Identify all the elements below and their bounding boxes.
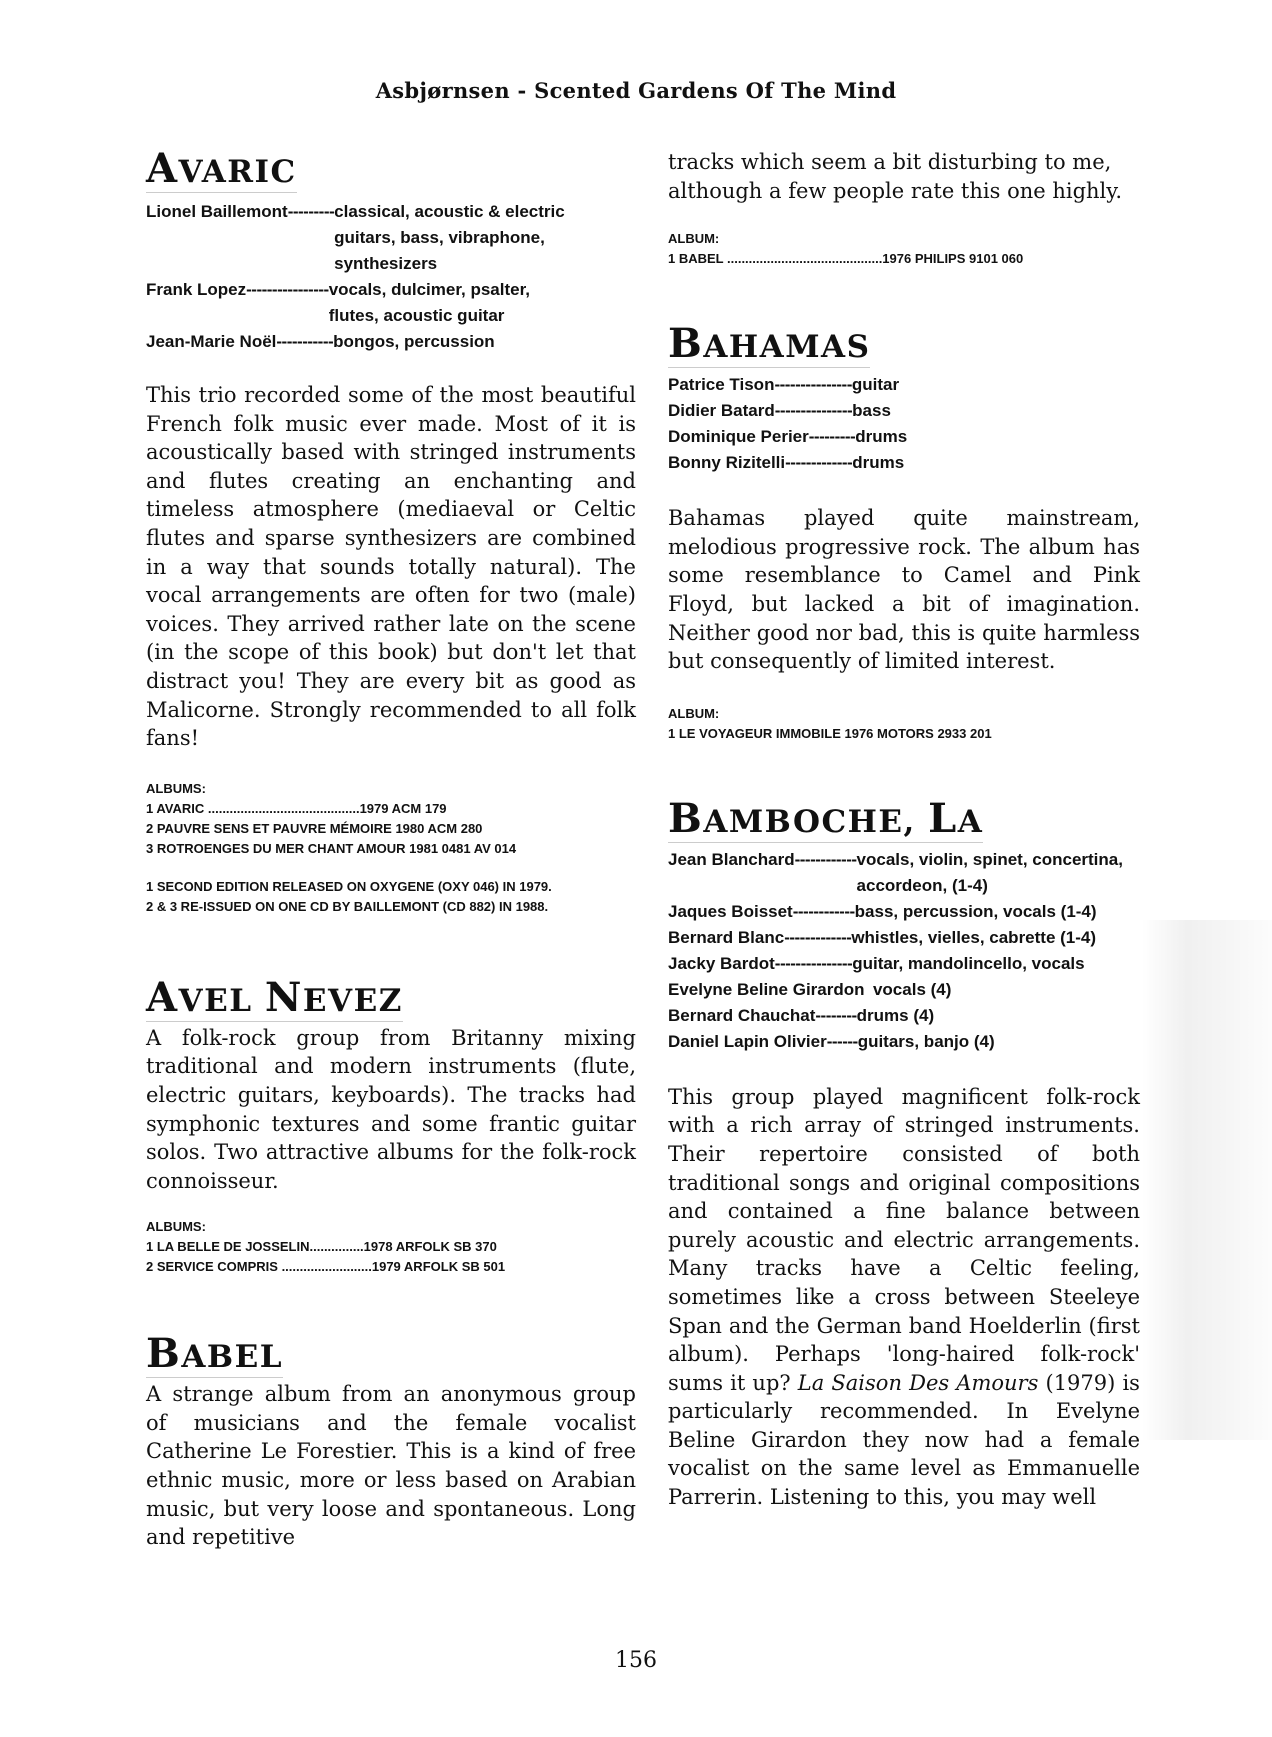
discography-avaric	[146, 779, 636, 859]
lineup-row	[146, 329, 636, 355]
right-column	[668, 148, 1140, 1512]
band-name-babel: BABEL	[146, 1330, 283, 1378]
member-name: Jacky Bardot	[668, 953, 775, 973]
lineup-bahamas	[668, 372, 1140, 476]
page-edge-shadow	[1142, 920, 1272, 1440]
leader-dashes: ---------------	[774, 401, 853, 421]
leader-dashes: -------------	[785, 453, 853, 473]
album-item: 1 BABEL ...........................................1976 PHILIPS 9101 060	[668, 251, 1024, 267]
album-item: 1 LA BELLE DE JOSSELIN...............1978 ARFOLK SB 370	[146, 1239, 497, 1255]
member-name: Jaques Boisset	[668, 901, 793, 921]
album-item: 2 SERVICE COMPRIS .........................1979 ARFOLK SB 501	[146, 1259, 506, 1275]
lineup-row	[668, 450, 1140, 476]
member-role: drums (4)	[856, 1005, 935, 1025]
leader-dashes: ---------------	[774, 375, 852, 395]
member-name: Patrice Tison	[668, 375, 775, 395]
album-item: 1 AVARIC ..........................................1979 ACM 179	[146, 800, 447, 816]
band-name-bahamas: BAHAMAS	[668, 320, 871, 368]
lineup-row	[668, 977, 1140, 1003]
album-title-italic: La Saison Des Amours	[797, 1370, 1039, 1395]
member-name: Jean Blanchard	[668, 849, 795, 869]
lineup-row	[668, 1003, 1140, 1029]
albums-label: ALBUMS:	[146, 780, 206, 796]
member-name: Evelyne Beline Girardon	[668, 979, 865, 999]
member-role: guitar, mandolincello, vocals	[852, 953, 1085, 973]
leader-dashes	[865, 977, 873, 1003]
lineup-row	[668, 372, 1140, 398]
album-item: 3 ROTROENGES DU MER CHANT AMOUR 1981 0481 AV 014	[146, 840, 517, 856]
entry-avaric	[146, 145, 636, 917]
note-item: 2 & 3 RE-ISSUED ON ONE CD BY BAILLEMONT (CD 882) IN 1988.	[146, 898, 549, 914]
member-name: Lionel Baillemont	[146, 202, 288, 221]
member-name: Didier Batard	[668, 401, 775, 421]
entry-bahamas	[668, 320, 1140, 744]
entry-text-avaric: This trio recorded some of the most beautiful French folk music ever made. Most of it is acoustically based with stringed instruments and flutes creating an enchanting and timeless atmosphere (mediaeval or Celtic flutes and sparse synthesizers are combined in a way that sounds totally natural). The vocal arrangements are often for two (male) voices. They arrived rather late on the scene (in the scope of this book) but don't let that distract you! They are every bit as good as Malicorne. Strongly recommended to all folk fans!	[146, 383, 636, 751]
discography-bahamas	[668, 704, 1140, 744]
leader-dashes: ------------	[792, 901, 855, 921]
member-role: vocals, violin, spinet, concertina, accordeon, (1-4)	[856, 849, 1123, 895]
member-role: drums	[852, 453, 905, 473]
lineup-bamboche-la	[668, 847, 1140, 1055]
entry-text-avel-nevez: A folk-rock group from Britanny mixing traditional and modern instruments (flute, electric guitars, keyboards). The tracks had symphonic textures and some frantic guitar solos. Two attractive albums for the folk-rock connoisseur.	[146, 1025, 636, 1193]
lineup-avaric	[146, 199, 636, 355]
left-column	[146, 145, 636, 1552]
lineup-row	[668, 398, 1140, 424]
lineup-row	[668, 847, 1140, 899]
leader-dashes: ------------	[794, 849, 857, 869]
lineup-row	[668, 424, 1140, 450]
album-label: ALBUM:	[668, 705, 720, 721]
discography-babel	[668, 229, 1140, 269]
member-role: bongos, percussion	[333, 332, 495, 351]
member-role: whistles, vielles, cabrette (1-4)	[851, 927, 1097, 947]
leader-dashes: ---------	[808, 427, 856, 447]
entry-text-after: (1979) is particularly recommended. In Evelyne Beline Girardon they now had a female vocalist on the same level as Emmanuelle Parrerin. Listening to this, you may well	[668, 1370, 1140, 1510]
entry-avel-nevez	[146, 973, 636, 1278]
member-name: Dominique Perier	[668, 427, 809, 447]
note-item: 1 SECOND EDITION RELEASED ON OXYGENE (OXY 046) IN 1979.	[146, 878, 552, 894]
member-name: Bonny Rizitelli	[668, 453, 786, 473]
band-name-avel-nevez: AVEL NEVEZ	[146, 973, 403, 1021]
album-item: 2 PAUVRE SENS ET PAUVRE MÉMOIRE 1980 ACM 280	[146, 820, 483, 836]
lineup-row	[146, 199, 636, 277]
entry-text-bahamas: Bahamas played quite mainstream, melodious progressive rock. The album has some resemblance to Camel and Pink Floyd, but lacked a bit of imagination. Neither good nor bad, this is quite harmless but consequently of limited interest.	[668, 506, 1140, 674]
lineup-row	[146, 277, 636, 329]
lineup-row	[668, 925, 1140, 951]
album-item: 1 LE VOYAGEUR IMMOBILE 1976 MOTORS 2933 201	[668, 725, 992, 741]
member-name: Frank Lopez	[146, 280, 247, 299]
discography-avel-nevez	[146, 1217, 636, 1277]
leader-dashes: --------	[815, 1005, 857, 1025]
band-name-bamboche-la: BAMBOCHE, LA	[668, 794, 984, 842]
lineup-row	[668, 951, 1140, 977]
entry-text-main: This group played magnificent folk-rock with a rich array of stringed instruments. Their repertoire consisted of both traditional songs and original compositions and contained a fine balance between purely acoustic and electric arrangements. Many tracks have a Celtic feeling, sometimes like a cross between Steeleye Span and the German band Hoelderlin (first album). Perhaps 'long-haired folk-rock' sums it up?	[668, 1084, 1140, 1395]
notes-avaric	[146, 877, 636, 917]
leader-dashes: ----------------	[246, 280, 329, 299]
member-role: vocals (4)	[872, 979, 952, 999]
band-name-avaric: AVARIC	[146, 145, 297, 192]
entry-babel	[146, 1330, 636, 1552]
albums-label: ALBUMS:	[146, 1219, 206, 1235]
leader-dashes: -----------	[276, 332, 334, 351]
entry-text-bamboche-la	[668, 1083, 1140, 1512]
member-name: Bernard Chauchat	[668, 1005, 816, 1025]
entry-bamboche-la	[668, 794, 1140, 1512]
entry-text-babel-continued: tracks which seem a bit disturbing to me, although a few people rate this one highly.	[668, 150, 1123, 203]
leader-dashes: ---------------	[774, 953, 853, 973]
member-role: vocals, dulcimer, psalter, flutes, acoustic guitar	[328, 280, 530, 325]
member-role: guitar	[851, 375, 900, 395]
leader-dashes: ---------	[287, 202, 335, 221]
lineup-row	[668, 1029, 1140, 1055]
entry-babel-continued	[668, 148, 1140, 269]
member-name: Jean-Marie Noël	[146, 332, 277, 351]
album-label: ALBUM:	[668, 231, 720, 247]
entry-text-babel: A strange album from an anonymous group of musicians and the female vocalist Catherine Le Forestier. This is a kind of free ethnic music, more or less based on Arabian music, but very loose and spontaneous. Long and repetitive	[146, 1382, 636, 1550]
leader-dashes: -------------	[784, 927, 852, 947]
member-role: classical, acoustic & electric guitars, bass, vibraphone, synthesizers	[334, 202, 565, 273]
member-role: bass, percussion, vocals (1-4)	[854, 901, 1097, 921]
member-role: guitars, banjo (4)	[857, 1031, 995, 1051]
running-header: Asbjørnsen - Scented Gardens Of The Mind	[375, 78, 897, 103]
lineup-row	[668, 899, 1140, 925]
member-role: bass	[852, 401, 891, 421]
member-role: drums	[855, 427, 908, 447]
member-name: Bernard Blanc	[668, 927, 785, 947]
page-number: 156	[615, 1648, 657, 1673]
member-name: Daniel Lapin Olivier	[668, 1031, 827, 1051]
leader-dashes: ------	[826, 1031, 858, 1051]
